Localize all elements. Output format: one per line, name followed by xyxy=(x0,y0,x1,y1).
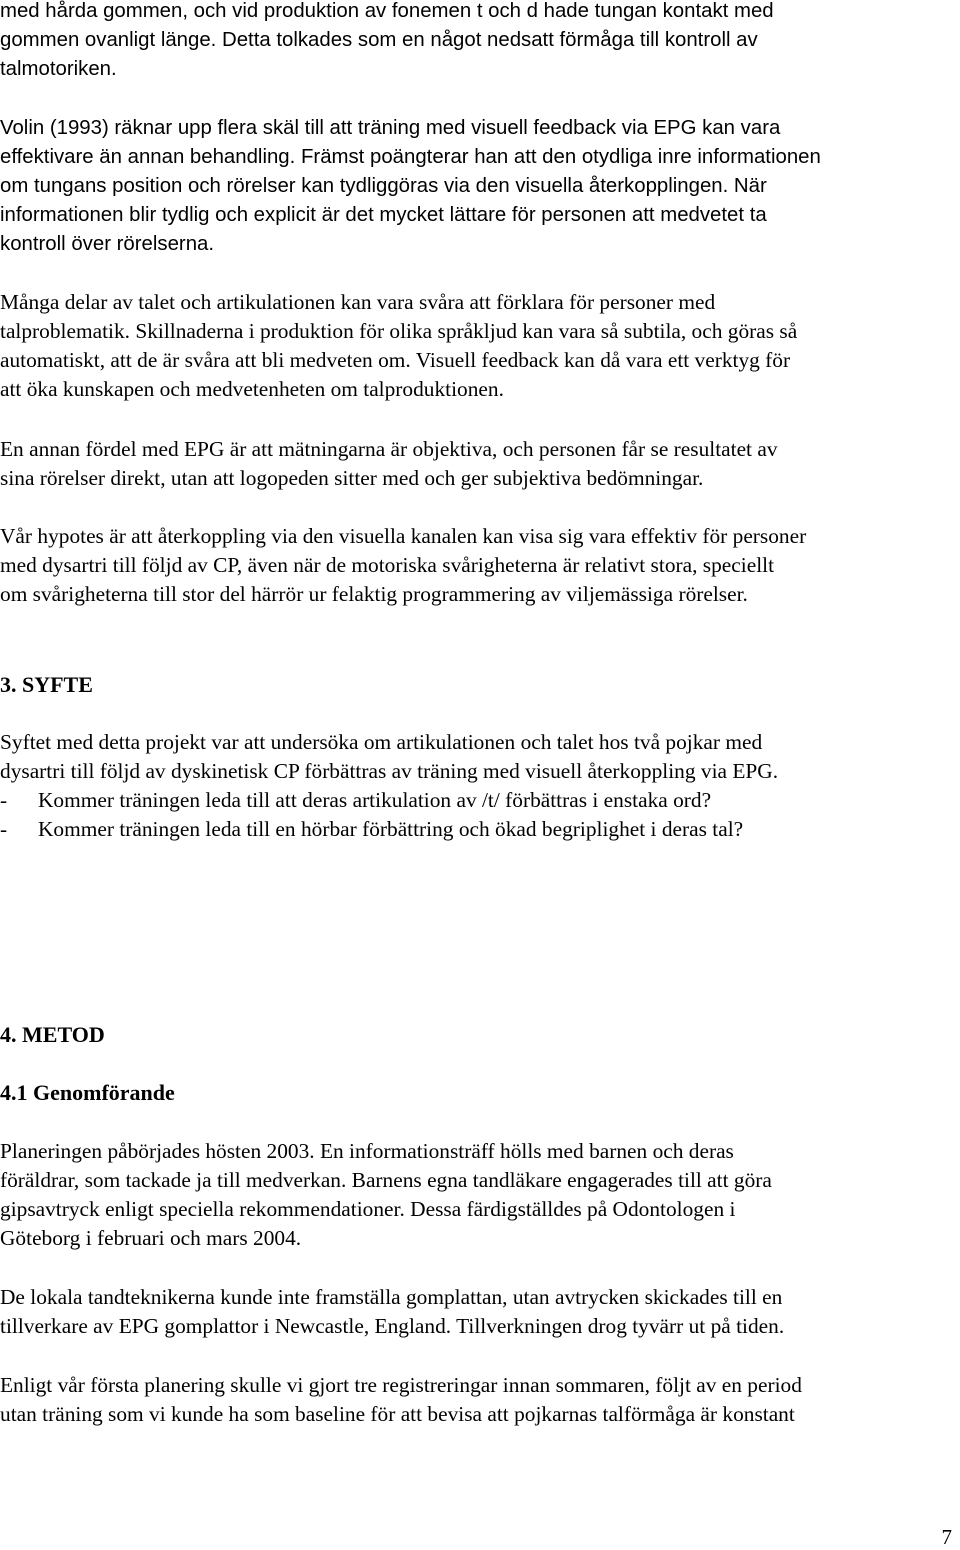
paragraph-planering-forsta xyxy=(0,1371,960,1429)
text-line: Enligt vår första planering skulle vi gjort tre registreringar innan sommaren, följt av en period xyxy=(0,1373,802,1397)
text-line: En annan fördel med EPG är att mätningarna är objektiva, och personen får se resultatet av xyxy=(0,437,778,461)
text-line: utan träning som vi kunde ha som baseline för att bevisa att pojkarnas talförmåga är konstant xyxy=(0,1402,795,1426)
text-line: dysartri till följd av dyskinetisk CP förbättras av träning med visuell återkoppling via EPG. xyxy=(0,759,779,783)
paragraph-syfte xyxy=(0,728,960,844)
text-line: att öka kunskapen och medvetenheten om talproduktionen. xyxy=(0,377,504,401)
paragraph-advantage xyxy=(0,435,960,493)
question-text: Kommer träningen leda till att deras artikulation av /t/ förbättras i enstaka ord? xyxy=(38,788,712,812)
paragraph-articulation xyxy=(0,288,960,404)
text-line: Många delar av talet och artikulationen kan vara svåra att förklara för personer med xyxy=(0,290,716,314)
text-line: Syftet med detta projekt var att undersöka om artikulationen och talet hos två pojkar med xyxy=(0,730,763,754)
text-line: tillverkare av EPG gomplattor i Newcastle, England. Tillverkningen drog tyvärr ut på tiden. xyxy=(0,1314,785,1338)
section-heading-metod: 4. METOD xyxy=(0,1022,105,1047)
text-line: föräldrar, som tackade ja till medverkan. Barnens egna tandläkare engagerades till att göra xyxy=(0,1168,772,1192)
paragraph-volin xyxy=(0,114,960,259)
question-item xyxy=(0,815,960,844)
text-line: informationen blir tydlig och explicit är det mycket lättare för personen att medvetet ta xyxy=(0,204,767,226)
subsection-heading-genomforande: 4.1 Genomförande xyxy=(0,1080,175,1105)
paragraph-tandtekniker xyxy=(0,1283,960,1341)
text-line: effektivare än annan behandling. Främst poängterar han att den otydliga inre informationen xyxy=(0,146,821,168)
paragraph-epg-findings xyxy=(0,0,960,84)
text-line: Göteborg i februari och mars 2004. xyxy=(0,1226,302,1250)
text-line: Planeringen påbörjades hösten 2003. En informationsträff hölls med barnen och deras xyxy=(0,1139,734,1163)
text-line: gommen ovanligt länge. Detta tolkades som en något nedsatt förmåga till kontroll av xyxy=(0,29,758,51)
text-line: automatiskt, att de är svåra att bli medveten om. Visuell feedback kan då vara ett verktyg för xyxy=(0,348,791,372)
text-line: med dysartri till följd av CP, även när de motoriska svårigheterna är relativt stora, speciellt xyxy=(0,553,775,577)
text-line: De lokala tandteknikerna kunde inte framställa gomplattan, utan avtrycken skickades till en xyxy=(0,1285,783,1309)
dash-bullet: - xyxy=(0,817,8,841)
text-line: talmotoriken. xyxy=(0,58,117,80)
question-item xyxy=(0,786,960,815)
text-line: med hårda gommen, och vid produktion av fonemen t och d hade tungan kontakt med xyxy=(0,0,774,22)
text-line: kontroll över rörelserna. xyxy=(0,233,215,255)
text-line: talproblematik. Skillnaderna i produktion för olika språkljud kan vara så subtila, och göras så xyxy=(0,319,798,343)
section-heading-syfte: 3. SYFTE xyxy=(0,672,93,697)
paragraph-hypothesis xyxy=(0,522,960,609)
question-text: Kommer träningen leda till en hörbar förbättring och ökad begriplighet i deras tal? xyxy=(38,817,744,841)
text-line: Volin (1993) räknar upp flera skäl till att träning med visuell feedback via EPG kan vara xyxy=(0,117,781,139)
page-number: 7 xyxy=(941,1525,952,1549)
paragraph-planering xyxy=(0,1137,960,1253)
dash-bullet: - xyxy=(0,788,8,812)
text-line: gipsavtryck enligt speciella rekommendationer. Dessa färdigställdes på Odontologen i xyxy=(0,1197,736,1221)
text-line: Vår hypotes är att återkoppling via den visuella kanalen kan visa sig vara effektiv för personer xyxy=(0,524,807,548)
text-line: sina rörelser direkt, utan att logopeden sitter med och ger subjektiva bedömningar. xyxy=(0,466,704,490)
text-line: om svårigheterna till stor del härrör ur felaktig programmering av viljemässiga rörelser. xyxy=(0,582,748,606)
text-line: om tungans position och rörelser kan tydliggöras via den visuella återkopplingen. När xyxy=(0,175,767,197)
